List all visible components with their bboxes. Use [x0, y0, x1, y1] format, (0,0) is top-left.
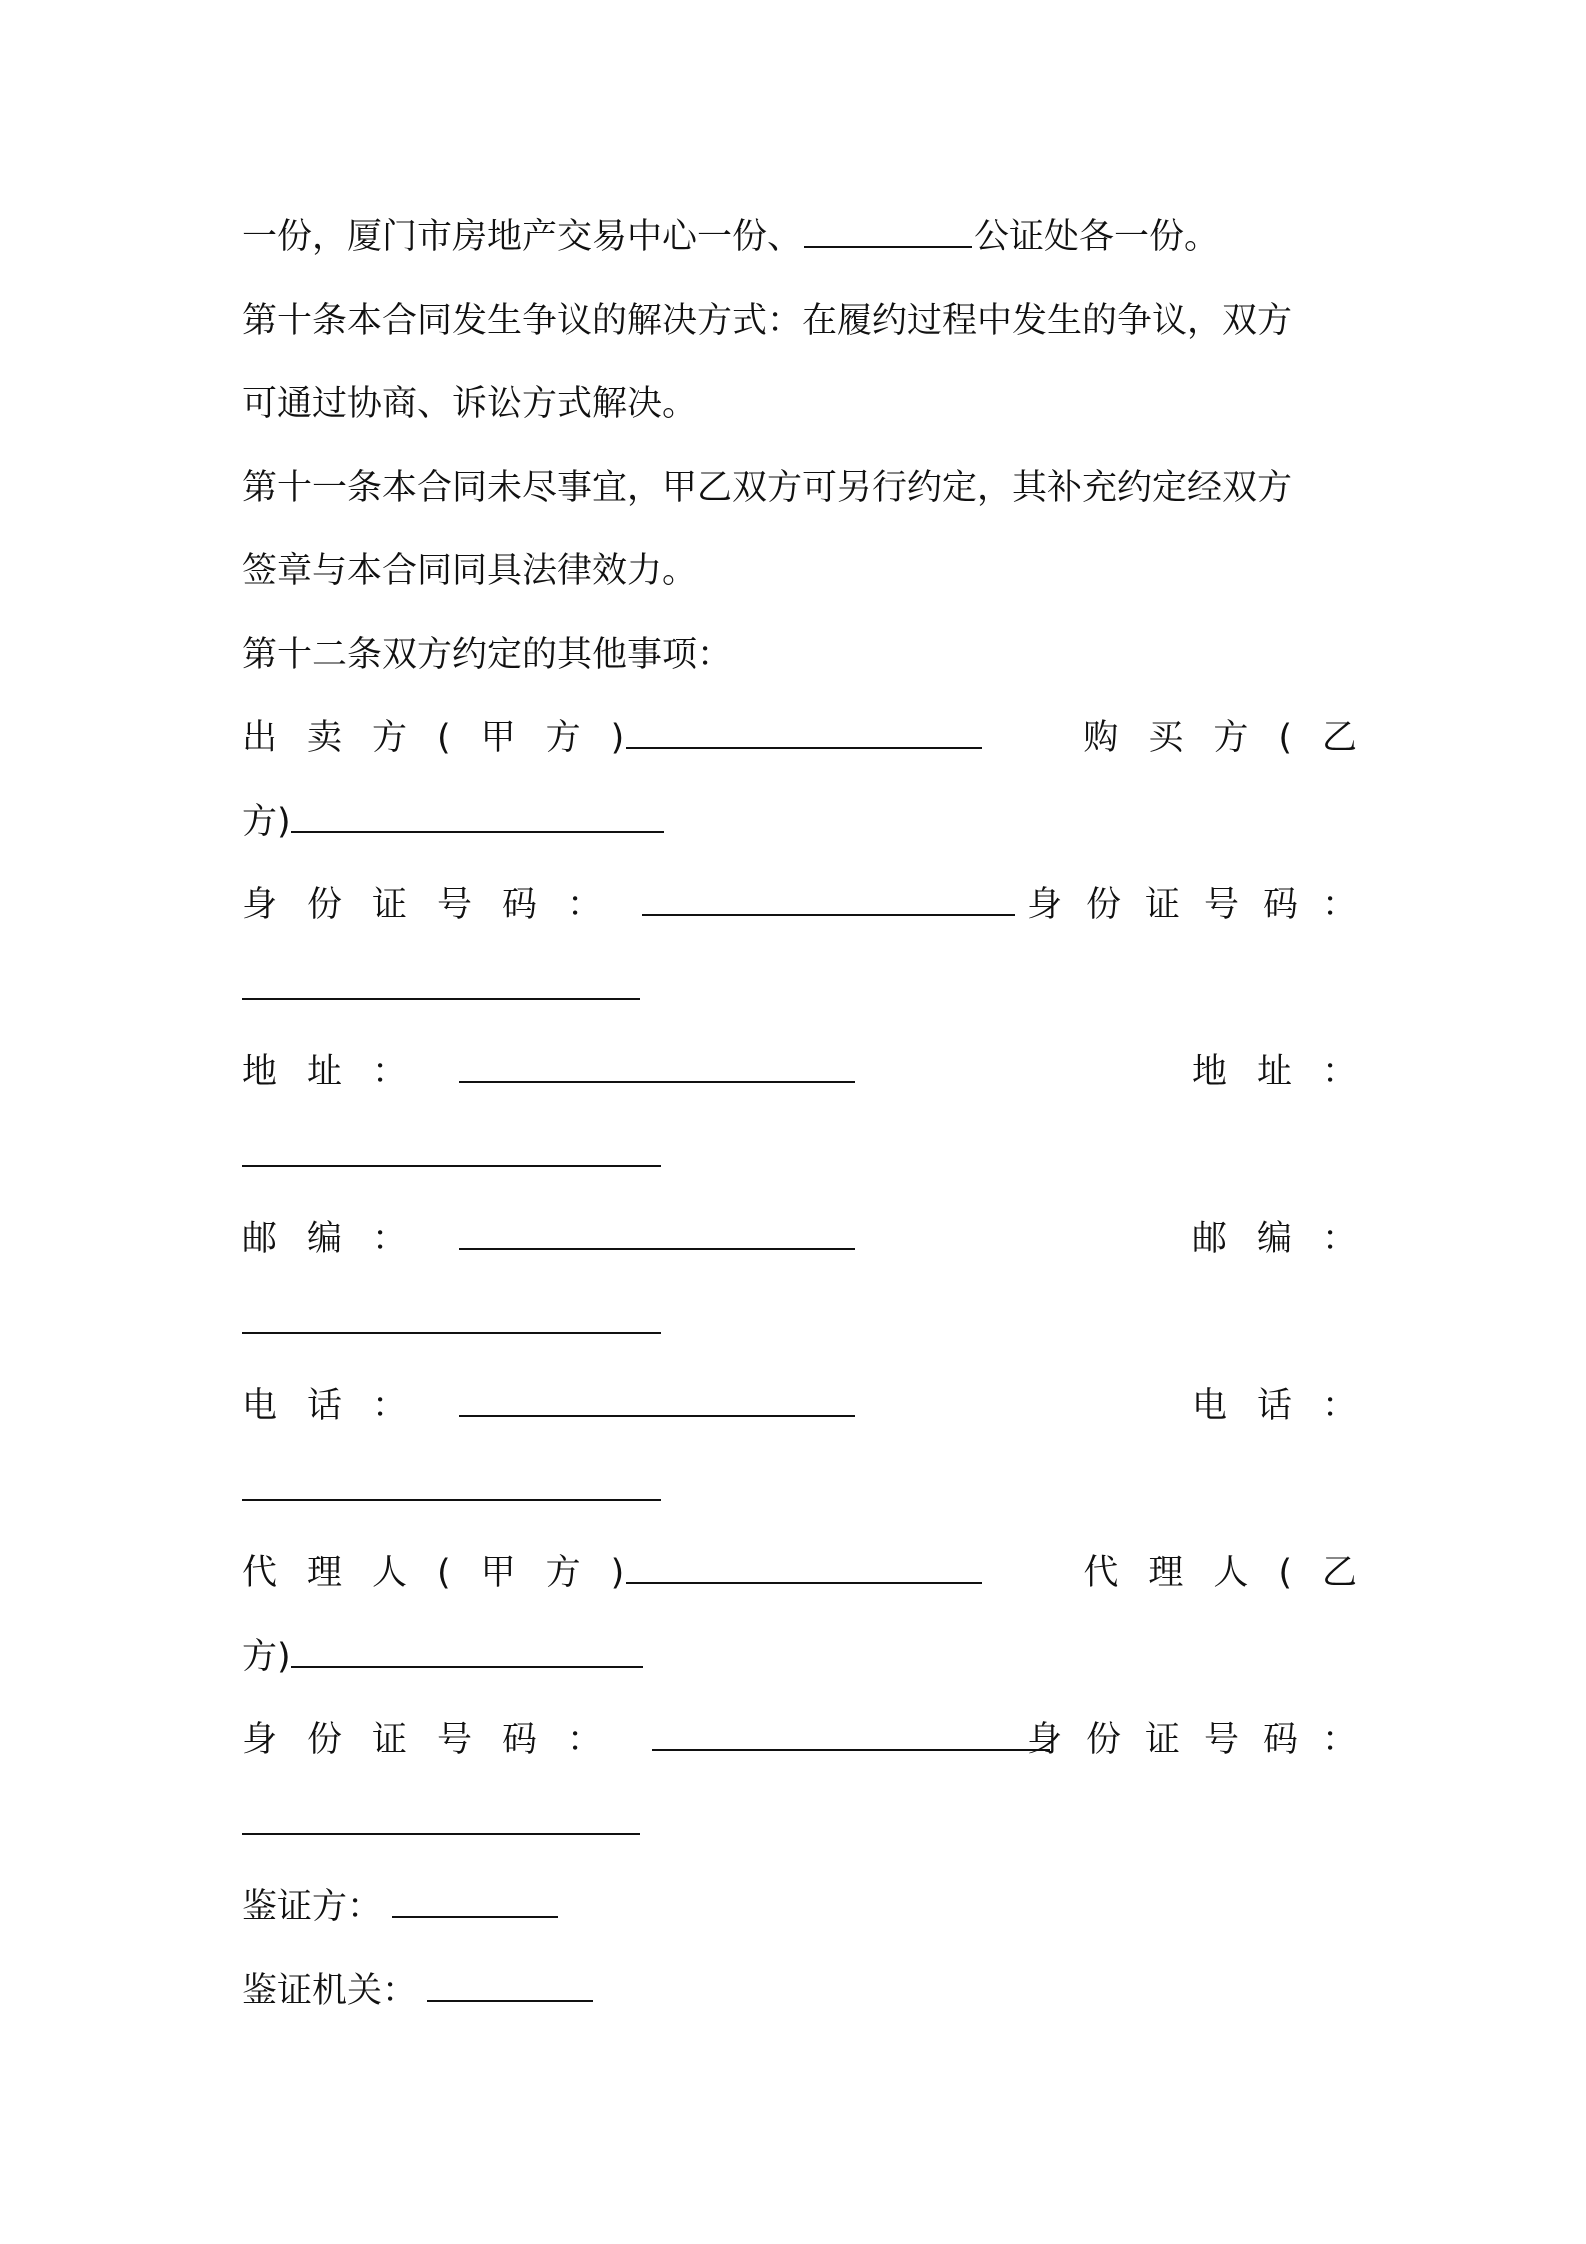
- buyer-address-label: 地址：: [1191, 1052, 1387, 1092]
- verifier-blank[interactable]: [392, 1894, 558, 1918]
- seller-address-label: 地址：: [242, 1052, 438, 1092]
- agent-id-line: [242, 1699, 1381, 1783]
- document-body: [242, 196, 1387, 2033]
- notary-blank[interactable]: [804, 224, 972, 248]
- agent-b-label-b: 方): [242, 1636, 291, 1677]
- buyer-label-a: 购买方(乙: [1083, 718, 1387, 758]
- id-line: [242, 864, 1381, 948]
- agent-a-blank[interactable]: [626, 1560, 982, 1584]
- agent-line: [242, 1532, 1387, 1616]
- buyer-line: [242, 781, 1357, 865]
- verifier-label: 鉴证方：: [242, 1887, 383, 1927]
- article-11-text-b: 签章与本合同同具法律效力。: [242, 551, 698, 591]
- article-10-text-a: 第十条本合同发生争议的解决方式：在履约过程中发生的争议，双方: [242, 300, 1293, 341]
- agent-a-label: 代理人(甲方): [242, 1553, 655, 1593]
- agent-b-blank[interactable]: [291, 1644, 643, 1668]
- seller-id-label: 身份证号码：: [242, 885, 633, 925]
- agent-line-2: [242, 1616, 1357, 1700]
- article-10-line-2: [242, 363, 1357, 447]
- buyer-phone-blank[interactable]: [242, 1477, 661, 1501]
- agent-b-id-label: 身份证号码：: [1026, 1720, 1381, 1760]
- address-line-2: [242, 1115, 1357, 1199]
- article-10-text-b: 可通过协商、诉讼方式解决。: [242, 384, 698, 424]
- copies-line: [242, 196, 1357, 280]
- agent-id-line-2: [242, 1783, 1357, 1867]
- zip-line-2: [242, 1282, 1357, 1366]
- article-11-line-2: [242, 530, 1357, 614]
- buyer-phone-label: 电话：: [1191, 1386, 1387, 1426]
- agent-a-id-blank[interactable]: [652, 1727, 1050, 1751]
- verify-org-line: [242, 1950, 1357, 2034]
- seller-blank[interactable]: [626, 725, 982, 749]
- seller-phone-blank[interactable]: [459, 1393, 855, 1417]
- article-11-line-1: [242, 447, 1357, 531]
- article-10-line-1: [242, 280, 1357, 364]
- verifier-line: [242, 1866, 1357, 1950]
- buyer-id-label: 身份证号码：: [1026, 885, 1381, 925]
- seller-id-blank[interactable]: [642, 892, 1015, 916]
- agent-b-label-a: 代理人(乙: [1083, 1553, 1387, 1593]
- agent-a-id-label: 身份证号码：: [242, 1720, 633, 1760]
- copies-text-b: 公证处各一份。: [974, 217, 1220, 257]
- seller-line: [242, 697, 1387, 781]
- seller-address-blank[interactable]: [459, 1059, 855, 1083]
- buyer-blank[interactable]: [291, 809, 664, 833]
- copies-text-a: 一份，厦门市房地产交易中心一份、: [242, 217, 803, 257]
- buyer-address-blank[interactable]: [242, 1143, 661, 1167]
- zip-line: [242, 1198, 1387, 1282]
- article-11-text-a: 第十一条本合同未尽事宜，甲乙双方可另行约定，其补充约定经双方: [242, 467, 1293, 508]
- buyer-zip-label: 邮编：: [1191, 1219, 1387, 1259]
- seller-phone-label: 电话：: [242, 1386, 438, 1426]
- agent-b-id-blank[interactable]: [242, 1811, 640, 1835]
- buyer-zip-blank[interactable]: [242, 1310, 661, 1334]
- seller-zip-blank[interactable]: [459, 1226, 855, 1250]
- seller-zip-label: 邮编：: [242, 1219, 438, 1259]
- article-12-line: [242, 614, 1357, 698]
- phone-line: [242, 1365, 1387, 1449]
- buyer-id-blank[interactable]: [242, 976, 640, 1000]
- buyer-label-b: 方): [242, 801, 291, 842]
- phone-line-2: [242, 1449, 1357, 1533]
- seller-label: 出卖方(甲方): [242, 718, 655, 758]
- article-12-text: 第十二条双方约定的其他事项：: [242, 634, 733, 675]
- id-line-2: [242, 948, 1357, 1032]
- verify-org-label: 鉴证机关：: [242, 1970, 418, 2011]
- verify-org-blank[interactable]: [427, 1978, 593, 2002]
- address-line: [242, 1031, 1387, 1115]
